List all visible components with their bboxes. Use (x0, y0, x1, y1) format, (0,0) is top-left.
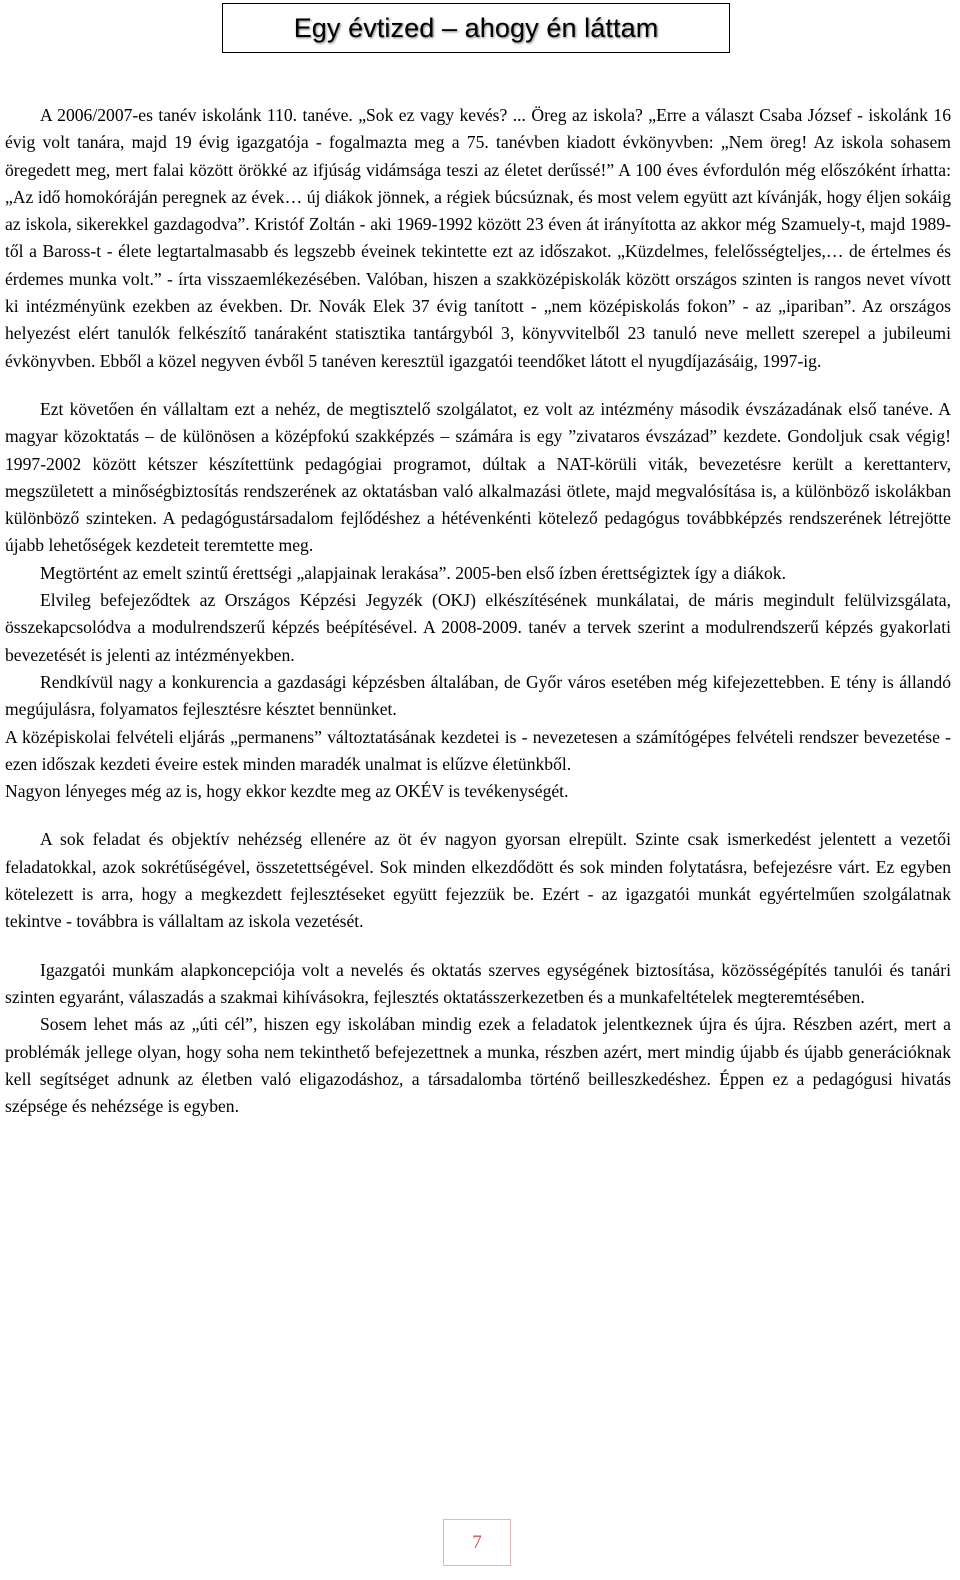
paragraph: A sok feladat és objektív nehézség ellenére az öt év nagyon gyorsan elrepült. Szinte csak ismerkedést jelentett a vezetői feladatokkal, azok sokrétűségével, összetettségével. Sok minden elkezdődött és sok minden folytatásra, befejezésre várt. Ez egyben kötelezett is arra, hogy a megkezdett fejlesztéseket együtt fejezzük be. Ezért - az igazgatói munkát egyértelműen szolgálatnak tekintve - továbbra is vállaltam az iskola vezetését. (5, 829, 951, 932)
paragraph: Elvileg befejeződtek az Országos Képzési Jegyzék (OKJ) elkészítésének munkálatai, de máris megindult felülvizsgálata, összekapcsolódva a modulrendszerű képzés beépítésével. A 2008-2009. tanév a tervek szerint a modulrendszerű képzés gyakorlati bevezetését is jelenti az intézményekben. (5, 590, 951, 665)
page-title: Egy évtized – ahogy én láttam (293, 12, 659, 43)
paragraph: Nagyon lényeges még az is, hogy ekkor kezdte meg az OKÉV is tevékenységét. (5, 781, 569, 802)
paragraph-gap (5, 375, 951, 396)
paragraph: Ezt követően én vállaltam ezt a nehéz, de megtisztelő szolgálatot, ez volt az intézmény második évszázadának első tanéve. A magyar közoktatás – de különösen a középfokú szakképzés – számára is egy ”zivataros évszázad” kezdete. Gondoljuk csak végig! 1997-2002 között kétszer készítettünk pedagógiai programot, dúltak a NAT-körüli viták, bevezetésre került a kerettanterv, megszületett a minőségbiztosítás rendszerének az oktatásban való alkalmazási ötlete, majd megvalósítása is, a különböző iskolákban különböző szinteken. A pedagógustársadalom fejlődéshez a hétévenkénti kötelező pedagógus továbbképzés rendszerének létrejötte újabb lehetőségek kezdeteit teremtette meg. (5, 398, 951, 556)
paragraph: Rendkívül nagy a konkurencia a gazdasági képzésben általában, de Győr város esetében még kifejezettebben. E tény is állandó megújulásra, folyamatos fejlesztésre késztet bennünket. (5, 671, 951, 720)
paragraph: A középiskolai felvételi eljárás „permanens” változtatásának kezdetei is - nevezetesen a számítógépes felvételi rendszer bevezetése - ezen időszak kezdeti éveire estek minden maradék unalmat is elűzve életünkből. (5, 726, 951, 774)
paragraph: A 2006/2007-es tanév iskolánk 110. tanéve. „Sok ez vagy kevés? ... Öreg az iskola? „Erre a választ Csaba József - iskolánk 16 évig volt tanára, majd 19 évig igazgatója - fogalmazta meg a 75. tanévben kiadott évkönyvben: „Nem öreg! Az iskola sohasem öregedett meg, mert falai között örökké az ifjúság vidámsága teszi az életet derűssé!” A 100 éves évfordulón még előszóként írhatta: „Az idő homokóráján peregnek az évek… új diákok jönnek, a régiek búcsúznak, és most velem együtt azt kívánják, hogy éljen sokáig az iskola, sikerekkel gazdagodva”. Kristóf Zoltán - aki 1969-1992 között 23 éven át irányította az akkor még Szamuely-t, majd 1989-től a Baross-t - élete legtartalmasabb és legszebb éveinek tekintette ezt az időszakot. „Küzdelmes, felelősségteljes,… de értelmes és érdemes munka volt.” - írta visszaemlékezésében. Valóban, hiszen a szakközépiskolák között országos szinten is rangos nevet vívott ki intézményünk ezekben az években. Dr. Novák Elek 37 évig tanított - „nem középiskolás fokon” - az „ipariban”. Az országos helyezést elért tanulók felkészítő tanáraként statisztika tantárgyból 3, könyvvitelből 23 tanuló neve mellett szerepel a jubileumi évkönyvben. Ebből a közel negyven évből 5 tanéven keresztül igazgatói teendőket látott el nyugdíjazásáig, 1997-ig. (5, 105, 951, 371)
paragraph: Igazgatói munkám alapkoncepciója volt a nevelés és oktatás szerves egységének biztosítása, közösségépítés tanulói és tanári szinten egyaránt, válaszadás a szakmai kihívásokra, fejlesztés oktatásszerkezetben és a munkafeltételek megteremtésében. (5, 959, 951, 1007)
paragraph: Megtörtént az emelt szintű érettségi „alapjainak lerakása”. 2005-ben első ízben érettségiztek így a diákok. (40, 562, 786, 583)
paragraph-gap (5, 936, 951, 957)
article-body (5, 102, 951, 1120)
title-box (222, 3, 730, 53)
page-number: 7 (472, 1531, 482, 1553)
paragraph-gap (5, 805, 951, 826)
page-number-box (443, 1519, 511, 1566)
paragraph: Sosem lehet más az „úti cél”, hiszen egy iskolában mindig ezek a feladatok jelentkeznek újra és újra. Részben azért, mert a problémák jellege olyan, hogy soha nem tekinthető befejezettnek a munka, részben azért, mert mindig újabb és újabb generációknak kell segítséget adnunk az életben való eligazodáshoz, a társadalomba történő beilleszkedéshez. Éppen ez a pedagógusi hivatás szépsége és nehézsége is egyben. (5, 1014, 951, 1117)
